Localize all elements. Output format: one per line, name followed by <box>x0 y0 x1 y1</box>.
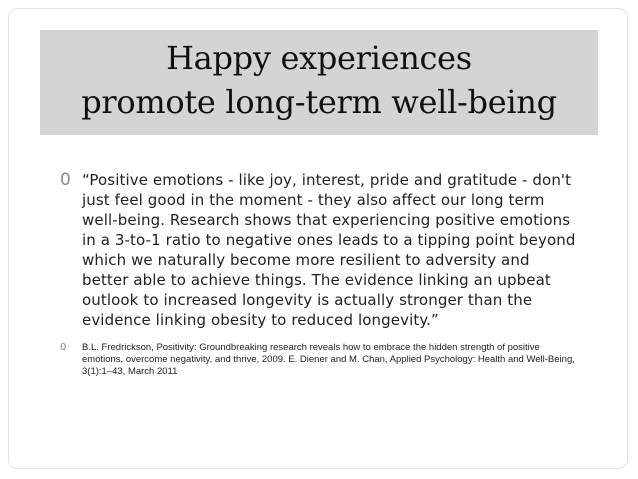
bullet-marker-icon: 0 <box>60 342 67 353</box>
title-line-1: Happy experiences <box>166 39 472 77</box>
title-line-2: promote long-term well-being <box>81 83 557 121</box>
reference-bullet <box>60 342 580 378</box>
reference-text: B.L. Fredrickson, Positivity: Groundbreaking research reveals how to embrace the hidden strength of positive emotions, overcome negativity, and thrive, 2009. E. Diener and M. Chan, Applied Psychology: Health and Well-Being, 3(1):1–43, March 2011 <box>82 342 575 377</box>
slide-title <box>40 36 598 124</box>
quote-text: “Positive emotions - like joy, interest, pride and gratitude - don't just feel good in the moment - they also affect our long term well-being. Research shows that experiencing positive emotions in a 3-to-1 ratio to negative ones leads to a tipping point beyond which we naturally become more resilient to adversity and better able to achieve things. The evidence linking an upbeat outlook to increased longevity is actually stronger than the evidence linking obesity to reduced longevity.” <box>82 171 576 329</box>
bullet-list <box>60 170 580 378</box>
quote-bullet <box>60 170 580 330</box>
bullet-marker-icon: 0 <box>60 170 71 190</box>
